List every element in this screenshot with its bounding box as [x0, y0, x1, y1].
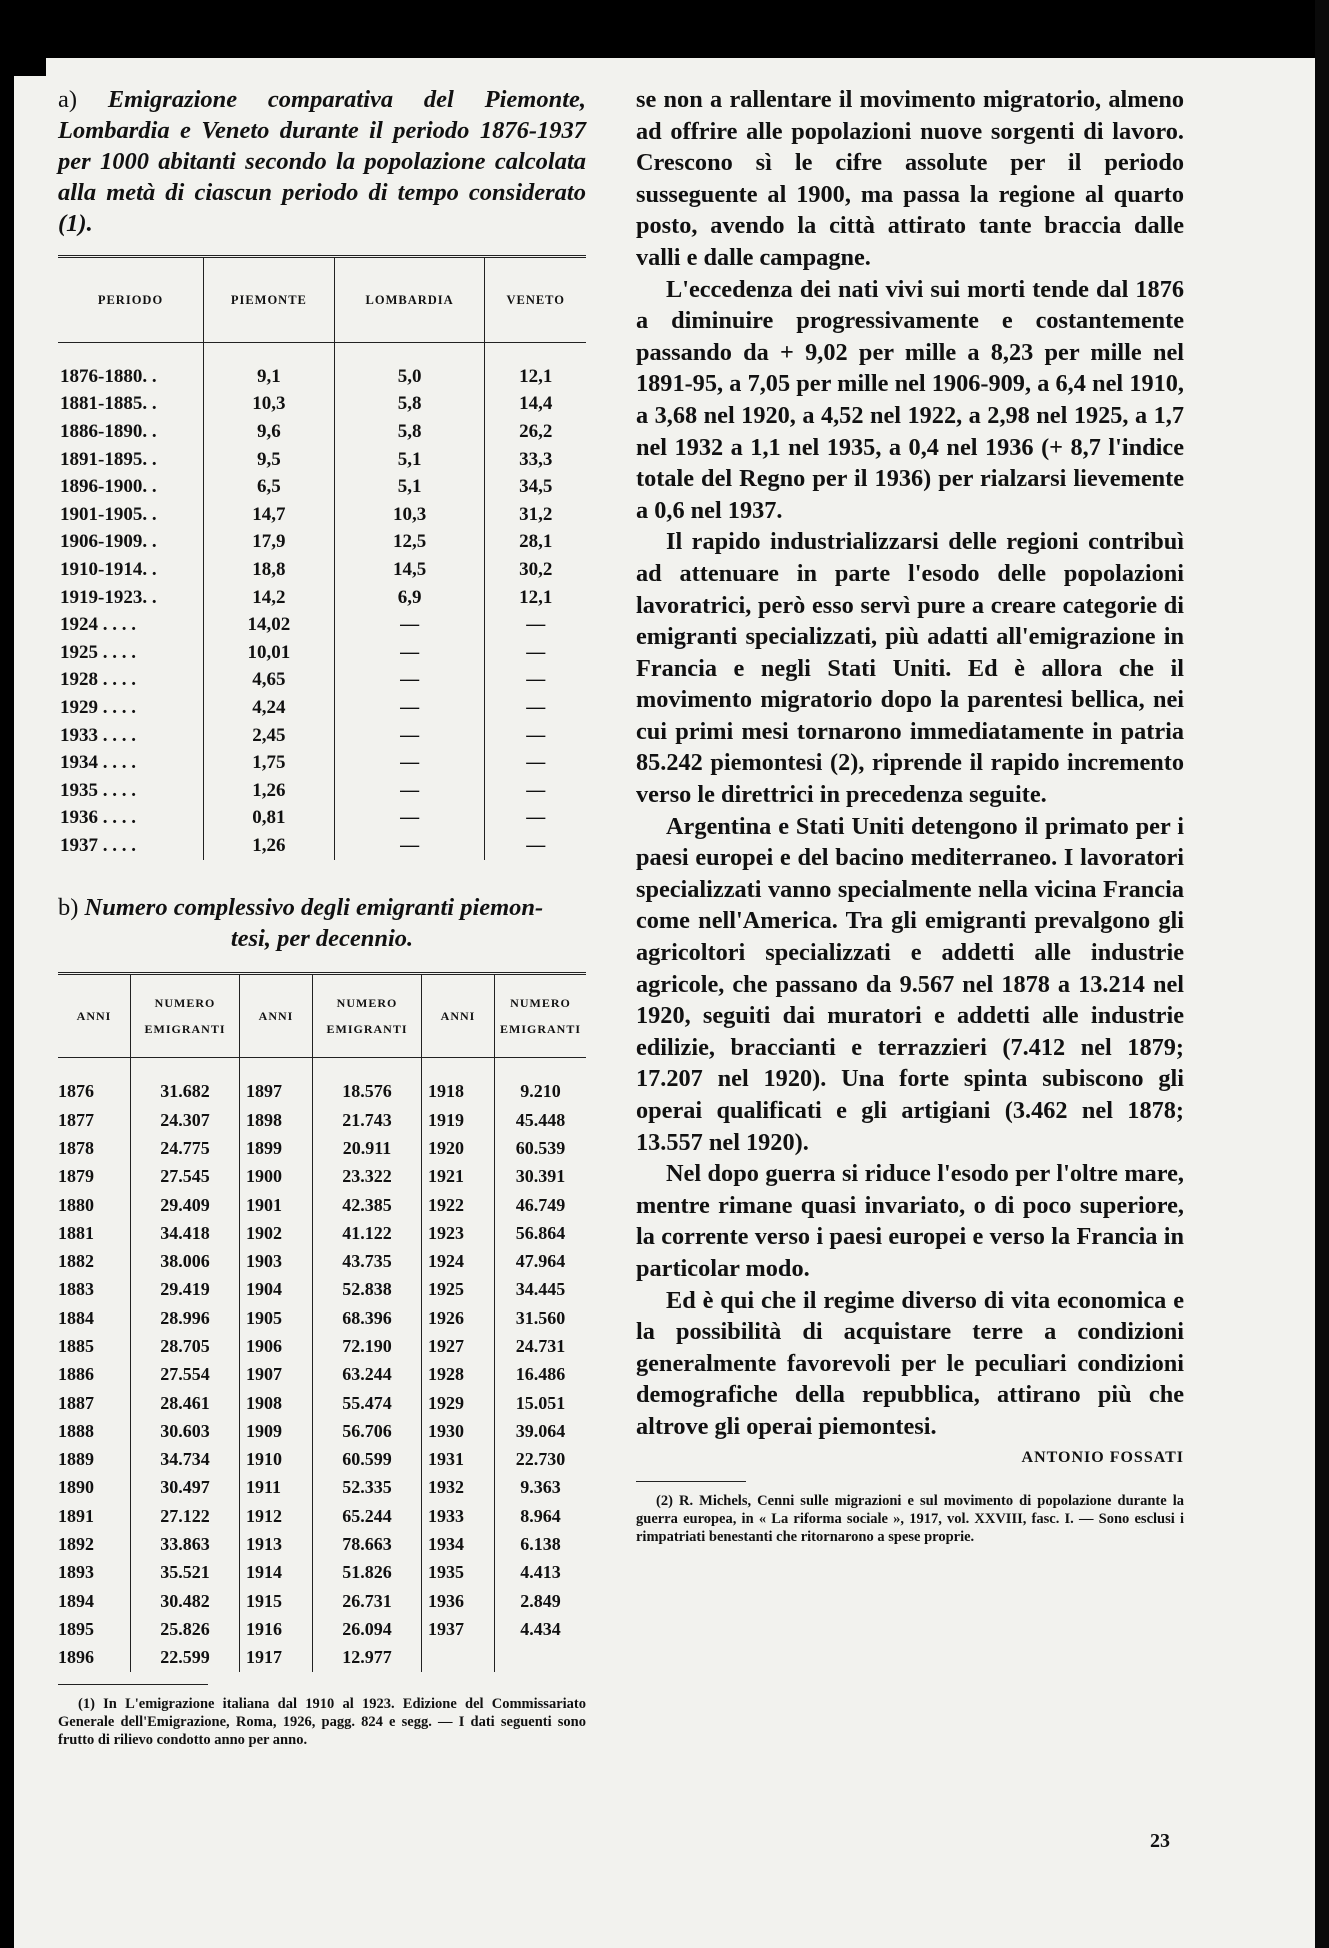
table-a-row: [58, 343, 586, 391]
cell-numero-emigranti: 23.322: [313, 1163, 422, 1191]
cell-veneto: —: [485, 805, 586, 833]
cell-periodo: 1925 . . . .: [60, 641, 136, 663]
table-b-row: [58, 1389, 586, 1417]
table-a-row: [58, 556, 586, 584]
cell-anno: 1903: [240, 1247, 313, 1275]
cell-anno: [422, 1644, 495, 1672]
cell-anno: 1881: [58, 1222, 94, 1243]
table-a-body: [58, 343, 586, 860]
table-a-row: [58, 694, 586, 722]
header-numero-1-top: NUMERO: [154, 995, 216, 1010]
cell-veneto: —: [485, 749, 586, 777]
cell-periodo: 1935 . . . .: [60, 779, 136, 801]
cell-numero-emigranti: 28.705: [131, 1332, 240, 1360]
cell-piemonte: 1,75: [204, 749, 335, 777]
cell-numero-emigranti: 55.474: [313, 1389, 422, 1417]
table-b-body: [58, 1057, 586, 1672]
cell-veneto: 30,2: [485, 556, 586, 584]
table-a-row: [58, 584, 586, 612]
cell-anno: 1905: [240, 1304, 313, 1332]
cell-anno: 1883: [58, 1279, 94, 1300]
cell-numero-emigranti: 52.838: [313, 1276, 422, 1304]
footnote-left: (1) In L'emigrazione italiana dal 1910 al 1923. Edizione del Commissariato Generale dell'Emigrazione, Roma, 1926, pagg. 824 e segg. — I dati seguenti sono frutto di rilievo condotto anno per anno.: [58, 1695, 586, 1748]
cell-numero-emigranti: 42.385: [313, 1191, 422, 1219]
cell-piemonte: 10,3: [204, 391, 335, 419]
cell-piemonte: 14,02: [204, 611, 335, 639]
header-anni-2: ANNI: [240, 973, 313, 1057]
header-piemonte: PIEMONTE: [204, 257, 335, 343]
cell-lombardia: —: [334, 694, 485, 722]
cell-anno: 1895: [58, 1618, 94, 1639]
cell-numero-emigranti: 45.448: [495, 1106, 587, 1134]
cell-anno: 1889: [58, 1449, 94, 1470]
cell-anno: 1900: [240, 1163, 313, 1191]
cell-piemonte: 0,81: [204, 805, 335, 833]
cell-numero-emigranti: 21.743: [313, 1106, 422, 1134]
cell-periodo: 1936 . . . .: [60, 807, 136, 829]
cell-numero-emigranti: 8.964: [495, 1502, 587, 1530]
table-a-row: [58, 501, 586, 529]
cell-anno: 1937: [422, 1615, 495, 1643]
cell-lombardia: —: [334, 749, 485, 777]
cell-numero-emigranti: 22.599: [131, 1644, 240, 1672]
cell-lombardia: —: [334, 777, 485, 805]
cell-numero-emigranti: 12.977: [313, 1644, 422, 1672]
left-column: [58, 84, 586, 1749]
cell-piemonte: 1,26: [204, 832, 335, 860]
table-emigration-comparative: [58, 255, 586, 860]
cell-anno: 1907: [240, 1361, 313, 1389]
table-a-row: [58, 529, 586, 557]
cell-periodo: 1886-1890. .: [60, 420, 157, 442]
cell-numero-emigranti: 38.006: [131, 1247, 240, 1275]
caption-a: [58, 84, 586, 239]
cell-numero-emigranti: 60.539: [495, 1134, 587, 1162]
cell-anno: 1878: [58, 1137, 94, 1158]
header-anni-1: ANNI: [58, 973, 131, 1057]
table-a-row: [58, 418, 586, 446]
footnote-rule-right: [636, 1481, 746, 1482]
table-b-row: [58, 1332, 586, 1360]
table-a-row: [58, 832, 586, 860]
table-b-row: [58, 1057, 586, 1106]
cell-veneto: —: [485, 611, 586, 639]
cell-veneto: —: [485, 694, 586, 722]
cell-numero-emigranti: 27.122: [131, 1502, 240, 1530]
header-numero-2-bottom: EMIGRANTI: [326, 1021, 408, 1036]
cell-numero-emigranti: 63.244: [313, 1361, 422, 1389]
cell-periodo: 1928 . . . .: [60, 669, 136, 691]
cell-periodo: 1934 . . . .: [60, 752, 136, 774]
cell-anno: 1928: [422, 1361, 495, 1389]
cell-numero-emigranti: 9.210: [495, 1057, 587, 1106]
header-anni-3: ANNI: [422, 973, 495, 1057]
cell-numero-emigranti: 78.663: [313, 1530, 422, 1558]
table-b-header-row: [58, 973, 586, 1057]
footnote-rule-left: [58, 1684, 208, 1685]
cell-veneto: —: [485, 667, 586, 695]
table-b-row: [58, 1417, 586, 1445]
cell-periodo: 1924 . . . .: [60, 614, 136, 636]
right-column: [636, 84, 1184, 1546]
cell-anno: 1880: [58, 1194, 94, 1215]
cell-numero-emigranti: 18.576: [313, 1057, 422, 1106]
cell-anno: 1926: [422, 1304, 495, 1332]
cell-anno: 1924: [422, 1247, 495, 1275]
cell-periodo: 1919-1923. .: [60, 586, 157, 608]
cell-anno: 1898: [240, 1106, 313, 1134]
cell-anno: 1884: [58, 1307, 94, 1328]
cell-veneto: 12,1: [485, 584, 586, 612]
scan-top-border: [0, 0, 1329, 58]
table-b-row: [58, 1134, 586, 1162]
table-a-row: [58, 667, 586, 695]
header-numero-2-top: NUMERO: [336, 995, 398, 1010]
table-a-row: [58, 749, 586, 777]
cell-numero-emigranti: 30.603: [131, 1417, 240, 1445]
table-b-row: [58, 1361, 586, 1389]
cell-piemonte: 18,8: [204, 556, 335, 584]
cell-piemonte: 9,6: [204, 418, 335, 446]
cell-anno: 1899: [240, 1134, 313, 1162]
footnote-right: (2) R. Michels, Cenni sulle migrazioni e sul movimento di popolazione durante la guerra europea, in « La riforma sociale », 1917, vol. XXVIII, fasc. I. — Sono esclusi i rimpatriati benestanti che ritornarono a spese proprie.: [636, 1492, 1184, 1545]
header-numero-3: [495, 973, 587, 1057]
caption-a-text: Emigrazione comparativa del Piemonte, Lombardia e Veneto durante il periodo 1876-1937 per 1000 abitanti secondo la popolazione calcolata alla metà di ciascun periodo di tempo considerato (1).: [58, 86, 586, 237]
cell-numero-emigranti: 20.911: [313, 1134, 422, 1162]
cell-veneto: —: [485, 722, 586, 750]
cell-numero-emigranti: 31.682: [131, 1057, 240, 1106]
cell-anno: 1911: [240, 1474, 313, 1502]
cell-numero-emigranti: 4.413: [495, 1559, 587, 1587]
cell-anno: 1910: [240, 1446, 313, 1474]
table-a-row: [58, 722, 586, 750]
paragraph-5: Nel dopo guerra si riduce l'esodo per l'oltre mare, mentre rimane quasi invariato, o di poco superiore, la corrente verso i paesi europei e verso la Francia in particolar modo.: [636, 1160, 1184, 1282]
cell-anno: 1912: [240, 1502, 313, 1530]
cell-anno: 1923: [422, 1219, 495, 1247]
header-numero-1: [131, 973, 240, 1057]
cell-periodo: 1891-1895. .: [60, 448, 157, 470]
cell-numero-emigranti: 35.521: [131, 1559, 240, 1587]
cell-veneto: —: [485, 832, 586, 860]
table-a-header-row: [58, 257, 586, 343]
cell-numero-emigranti: 68.396: [313, 1304, 422, 1332]
cell-piemonte: 17,9: [204, 529, 335, 557]
author-signature: ANTONIO FOSSATI: [1021, 1448, 1184, 1466]
table-b-row: [58, 1247, 586, 1275]
cell-numero-emigranti: 24.307: [131, 1106, 240, 1134]
cell-lombardia: —: [334, 832, 485, 860]
table-b-row: [58, 1615, 586, 1643]
cell-periodo: 1937 . . . .: [60, 834, 136, 856]
cell-numero-emigranti: 30.391: [495, 1163, 587, 1191]
cell-anno: 1891: [58, 1505, 94, 1526]
table-emigrants-total: [58, 972, 586, 1672]
cell-periodo: 1933 . . . .: [60, 724, 136, 746]
paragraph-4: Argentina e Stati Uniti detengono il primato per i paesi europei e del bacino mediterraneo. I lavoratori specializzati vanno specialmente nella vicina Francia come nell'America. Tra gli emigranti prevalgono gli agricoltori specializzati e addetti alle industrie agricole, che passano da 9.567 nel 1878 a 13.214 nel 1920, seguiti dai muratori e addetti alle industrie edilizie, braccianti e terrazzieri (7.412 nel 1879; 17.207 nel 1920). Una forte spinta subiscono gli operai qualificati e gli artigiani (3.462 nel 1878; 13.557 nel 1920).: [636, 812, 1184, 1156]
cell-numero-emigranti: 16.486: [495, 1361, 587, 1389]
cell-piemonte: 1,26: [204, 777, 335, 805]
cell-veneto: 34,5: [485, 473, 586, 501]
cell-lombardia: 6,9: [334, 584, 485, 612]
cell-numero-emigranti: 30.497: [131, 1474, 240, 1502]
cell-lombardia: —: [334, 639, 485, 667]
cell-numero-emigranti: 22.730: [495, 1446, 587, 1474]
cell-anno: 1904: [240, 1276, 313, 1304]
table-b-row: [58, 1446, 586, 1474]
cell-anno: 1882: [58, 1251, 94, 1272]
paragraph-6: Ed è qui che il regime diverso di vita economica e la possibilità di acquistare terre a condizioni generalmente favorevoli per le peculiari condizioni demografiche della repubblica, attirano più che altrove gli operai piemontesi.: [636, 1286, 1184, 1440]
cell-anno: 1936: [422, 1587, 495, 1615]
cell-veneto: 26,2: [485, 418, 586, 446]
paragraph-1: se non a rallentare il movimento migratorio, almeno ad offrire alle popolazioni nuove sorgenti di lavoro. Crescono sì le cifre assolute per il periodo susseguente al 1900, ma passa la regione al quarto posto, avendo la città attirato tante braccia dalle valli e dalle campagne.: [636, 86, 1184, 271]
scan-left-border: [0, 0, 14, 1948]
table-b-row: [58, 1191, 586, 1219]
cell-numero-emigranti: 24.731: [495, 1332, 587, 1360]
cell-lombardia: 10,3: [334, 501, 485, 529]
cell-anno: 1888: [58, 1420, 94, 1441]
header-veneto: VENETO: [485, 257, 586, 343]
table-b-row: [58, 1106, 586, 1134]
cell-anno: 1885: [58, 1336, 94, 1356]
cell-piemonte: 9,5: [204, 446, 335, 474]
cell-veneto: 12,1: [485, 343, 586, 391]
table-b-row: [58, 1304, 586, 1332]
cell-periodo: 1876-1880. .: [60, 365, 157, 387]
cell-lombardia: —: [334, 611, 485, 639]
table-b-row: [58, 1530, 586, 1558]
page-number: 23: [1150, 1830, 1170, 1852]
cell-numero-emigranti: 65.244: [313, 1502, 422, 1530]
cell-periodo: 1896-1900. .: [60, 476, 157, 498]
caption-b: [58, 892, 586, 954]
cell-anno: 1922: [422, 1191, 495, 1219]
table-a-row: [58, 473, 586, 501]
cell-numero-emigranti: 28.461: [131, 1389, 240, 1417]
cell-numero-emigranti: 31.560: [495, 1304, 587, 1332]
cell-anno: 1934: [422, 1530, 495, 1558]
cell-numero-emigranti: 72.190: [313, 1332, 422, 1360]
cell-piemonte: 14,7: [204, 501, 335, 529]
cell-anno: 1914: [240, 1559, 313, 1587]
cell-piemonte: 4,65: [204, 667, 335, 695]
cell-numero-emigranti: 47.964: [495, 1247, 587, 1275]
cell-anno: 1886: [58, 1364, 94, 1385]
cell-veneto: —: [485, 777, 586, 805]
cell-numero-emigranti: 51.826: [313, 1559, 422, 1587]
table-b-row: [58, 1559, 586, 1587]
cell-anno: 1892: [58, 1534, 94, 1555]
caption-b-line2: tesi, per decennio.: [230, 924, 414, 952]
cell-anno: 1887: [58, 1392, 94, 1413]
cell-piemonte: 9,1: [204, 343, 335, 391]
table-b-row: [58, 1474, 586, 1502]
header-lombardia: LOMBARDIA: [334, 257, 485, 343]
table-a-row: [58, 805, 586, 833]
cell-anno: 1894: [58, 1590, 94, 1611]
cell-periodo: 1910-1914. .: [60, 558, 157, 580]
cell-anno: 1876: [58, 1081, 94, 1102]
cell-periodo: 1881-1885. .: [60, 393, 157, 415]
cell-anno: 1908: [240, 1389, 313, 1417]
cell-numero-emigranti: 27.554: [131, 1361, 240, 1389]
caption-b-label: b): [58, 893, 79, 921]
cell-numero-emigranti: 34.734: [131, 1446, 240, 1474]
cell-numero-emigranti: [495, 1644, 587, 1672]
cell-lombardia: 5,8: [334, 418, 485, 446]
cell-anno: 1897: [240, 1057, 313, 1106]
header-numero-1-bottom: EMIGRANTI: [144, 1021, 226, 1036]
cell-anno: 1918: [422, 1057, 495, 1106]
scan-notch: [0, 58, 46, 76]
header-numero-3-bottom: EMIGRANTI: [499, 1021, 581, 1036]
cell-anno: 1921: [422, 1163, 495, 1191]
cell-periodo: 1929 . . . .: [60, 696, 136, 718]
cell-numero-emigranti: 52.335: [313, 1474, 422, 1502]
cell-veneto: 14,4: [485, 391, 586, 419]
cell-veneto: 28,1: [485, 529, 586, 557]
cell-periodo: 1906-1909. .: [60, 531, 157, 553]
table-b-row: [58, 1276, 586, 1304]
caption-a-label: a): [58, 86, 78, 113]
cell-lombardia: 5,1: [334, 473, 485, 501]
cell-veneto: 31,2: [485, 501, 586, 529]
cell-numero-emigranti: 33.863: [131, 1530, 240, 1558]
cell-numero-emigranti: 56.864: [495, 1219, 587, 1247]
cell-anno: 1925: [422, 1276, 495, 1304]
cell-anno: 1906: [240, 1332, 313, 1360]
cell-anno: 1913: [240, 1530, 313, 1558]
cell-anno: 1877: [58, 1109, 94, 1130]
cell-anno: 1901: [240, 1191, 313, 1219]
table-a-row: [58, 777, 586, 805]
table-a-row: [58, 391, 586, 419]
cell-numero-emigranti: 30.482: [131, 1587, 240, 1615]
cell-lombardia: 5,1: [334, 446, 485, 474]
cell-lombardia: 14,5: [334, 556, 485, 584]
cell-veneto: —: [485, 639, 586, 667]
cell-lombardia: 5,8: [334, 391, 485, 419]
table-a-row: [58, 639, 586, 667]
cell-numero-emigranti: 56.706: [313, 1417, 422, 1445]
cell-lombardia: 12,5: [334, 529, 485, 557]
table-b-row: [58, 1163, 586, 1191]
cell-anno: 1933: [422, 1502, 495, 1530]
cell-numero-emigranti: 46.749: [495, 1191, 587, 1219]
cell-numero-emigranti: 28.996: [131, 1304, 240, 1332]
cell-numero-emigranti: 2.849: [495, 1587, 587, 1615]
cell-numero-emigranti: 34.445: [495, 1276, 587, 1304]
paragraph-3: Il rapido industrializzarsi delle regioni contribuì ad attenuare in parte l'esodo delle popolazioni lavoratrici, però esso servì pure a creare categorie di emigranti specializzati, più adatti all'emigrazione in Francia e negli Stati Uniti. Ed è allora che il movimento migratorio dopo la parentesi bellica, nei cui primi mesi tornarono immediatamente in patria 85.242 piemontesi (2), riprende il rapido incremento verso le direttrici in precedenza seguite.: [636, 528, 1184, 809]
cell-lombardia: 5,0: [334, 343, 485, 391]
cell-numero-emigranti: 9.363: [495, 1474, 587, 1502]
paragraph-2: L'eccedenza dei nati vivi sui morti tende dal 1876 a diminuire progressivamente e costantemente passando da + 9,02 per mille a 8,23 per mille nel 1891-95, a 7,05 per mille nel 1906-909, a 6,4 nel 1910, a 3,68 nel 1920, a 4,52 nel 1922, a 2,98 nel 1925, a 1,7 nel 1932 a 1,1 nel 1935, a 0,4 nel 1936 (+ 8,7 l'indice totale del Regno per il 1936) per rialzarsi lievemente a 0,6 nel 1937.: [636, 275, 1184, 524]
cell-piemonte: 14,2: [204, 584, 335, 612]
cell-numero-emigranti: 39.064: [495, 1417, 587, 1445]
header-periodo: PERIODO: [58, 257, 204, 343]
cell-numero-emigranti: 60.599: [313, 1446, 422, 1474]
caption-b-line1: Numero complessivo degli emigranti piemon-: [84, 893, 544, 921]
cell-periodo: 1901-1905. .: [60, 503, 157, 525]
cell-anno: 1919: [422, 1106, 495, 1134]
cell-piemonte: 2,45: [204, 722, 335, 750]
cell-anno: 1890: [58, 1477, 94, 1498]
table-a-row: [58, 446, 586, 474]
header-numero-3-top: NUMERO: [510, 995, 571, 1010]
cell-numero-emigranti: 24.775: [131, 1134, 240, 1162]
cell-anno: 1927: [422, 1332, 495, 1360]
cell-anno: 1931: [422, 1446, 495, 1474]
cell-anno: 1902: [240, 1219, 313, 1247]
cell-anno: 1915: [240, 1587, 313, 1615]
cell-numero-emigranti: 41.122: [313, 1219, 422, 1247]
cell-lombardia: —: [334, 722, 485, 750]
cell-numero-emigranti: 15.051: [495, 1389, 587, 1417]
cell-anno: 1935: [422, 1559, 495, 1587]
table-b-row: [58, 1502, 586, 1530]
cell-anno: 1893: [58, 1562, 94, 1583]
table-b-row: [58, 1644, 586, 1672]
scan-right-border: [1315, 0, 1329, 1948]
cell-numero-emigranti: 25.826: [131, 1615, 240, 1643]
cell-anno: 1917: [240, 1644, 313, 1672]
cell-anno: 1909: [240, 1417, 313, 1445]
cell-anno: 1916: [240, 1615, 313, 1643]
cell-numero-emigranti: 26.731: [313, 1587, 422, 1615]
table-b-row: [58, 1219, 586, 1247]
cell-piemonte: 10,01: [204, 639, 335, 667]
cell-numero-emigranti: 29.419: [131, 1276, 240, 1304]
table-b-row: [58, 1587, 586, 1615]
cell-lombardia: —: [334, 667, 485, 695]
cell-numero-emigranti: 27.545: [131, 1163, 240, 1191]
cell-numero-emigranti: 43.735: [313, 1247, 422, 1275]
cell-anno: 1930: [422, 1417, 495, 1445]
cell-numero-emigranti: 34.418: [131, 1219, 240, 1247]
cell-veneto: 33,3: [485, 446, 586, 474]
cell-anno: 1932: [422, 1474, 495, 1502]
cell-numero-emigranti: 29.409: [131, 1191, 240, 1219]
table-a-row: [58, 611, 586, 639]
cell-piemonte: 4,24: [204, 694, 335, 722]
cell-numero-emigranti: 26.094: [313, 1615, 422, 1643]
cell-numero-emigranti: 4.434: [495, 1615, 587, 1643]
cell-anno: 1920: [422, 1134, 495, 1162]
cell-numero-emigranti: 6.138: [495, 1530, 587, 1558]
header-numero-2: [313, 973, 422, 1057]
cell-lombardia: —: [334, 805, 485, 833]
cell-anno: 1879: [58, 1166, 94, 1187]
cell-anno: 1929: [422, 1389, 495, 1417]
cell-piemonte: 6,5: [204, 473, 335, 501]
cell-anno: 1896: [58, 1647, 94, 1668]
